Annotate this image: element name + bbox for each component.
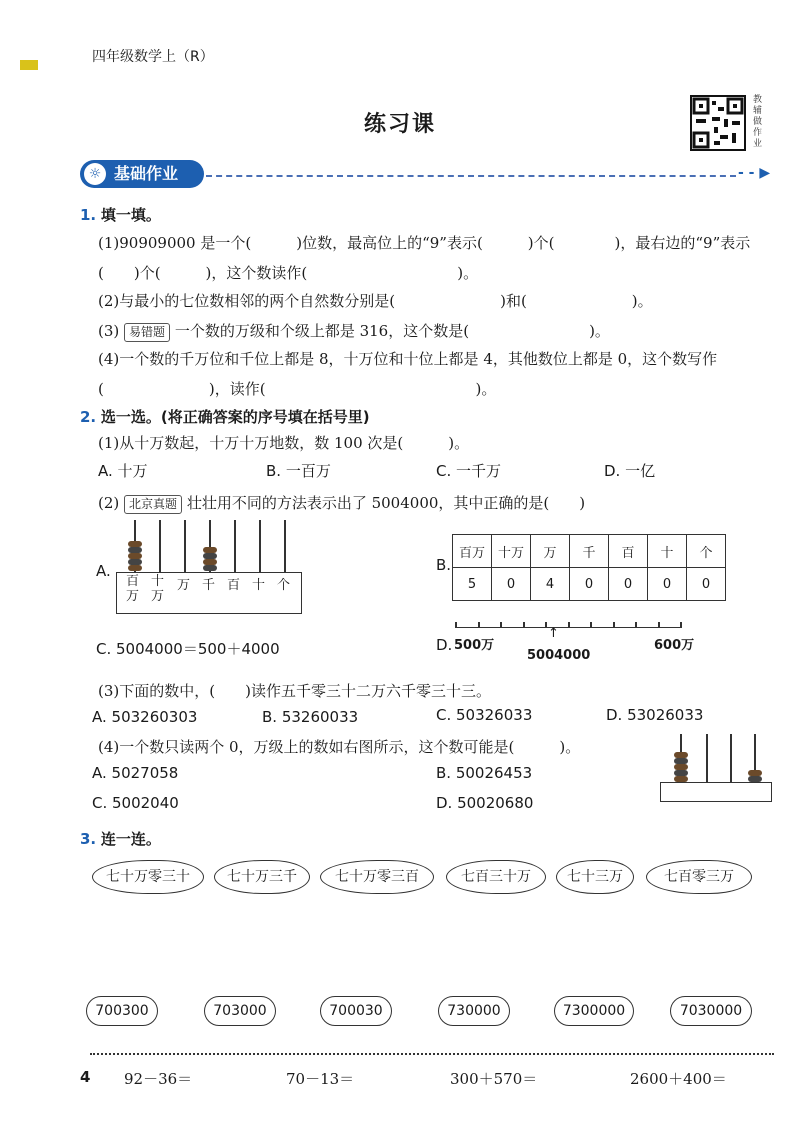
q2-s4-opt-c: C. 5002040 — [92, 794, 179, 812]
question-2-heading: 2. 选一选。(将正确答案的序号填在括号里) — [80, 408, 370, 426]
abacus-d-rods — [660, 734, 770, 782]
table-header-row: 百万 十万 万 千 百 十 个 — [453, 535, 726, 568]
option-b-label: B. — [436, 556, 452, 574]
q2-s4-opt-b: B. 50026453 — [436, 764, 533, 782]
q2-s4-opt-d: D. 50020680 — [436, 794, 534, 812]
q2-sub-4: (4)一个数只读两个 0，万级上的数如右图所示，这个数可能是( )。 — [98, 738, 581, 756]
footer-expr-4: 2600＋400＝ — [630, 1070, 727, 1088]
rocket-1[interactable]: 七十万零三十 — [92, 860, 204, 894]
option-c: C. 5004000＝500＋4000 — [96, 640, 280, 658]
footer-expr-2: 70－13＝ — [286, 1070, 355, 1088]
abacus-a-rods — [116, 520, 300, 572]
rocket-2[interactable]: 七十万三千 — [214, 860, 310, 894]
q1-line-6: ( )，读作( )。 — [98, 380, 497, 398]
q2-s4-opt-a: A. 5027058 — [92, 764, 179, 782]
abacus-d — [660, 782, 772, 802]
footer-expr-1: 92－36＝ — [124, 1070, 193, 1088]
arrow-right-icon: - - ▶ — [738, 165, 771, 181]
number-line-mark: 5004000 — [527, 648, 591, 663]
table-row: 5 0 4 0 0 0 0 — [453, 568, 726, 601]
q2-s1-opt-c: C. 一千万 — [436, 462, 502, 480]
q1-line-5: (4)一个数的千万位和千位上都是 8，十万位和十位上都是 4，其他数位上都是 0，这个数写作 — [98, 350, 718, 368]
q2-s3-opt-a: A. 503260303 — [92, 708, 198, 726]
book-title: 四年级数学上（R） — [92, 49, 214, 65]
cloud-6[interactable]: 7030000 — [670, 996, 752, 1026]
lightbulb-icon: ☼ — [84, 163, 106, 185]
cloud-4[interactable]: 730000 — [438, 996, 510, 1026]
page-title: 练习课 — [363, 112, 436, 137]
footer-expr-3: 300＋570＝ — [450, 1070, 538, 1088]
page-number: 4 — [80, 1068, 91, 1086]
rocket-4[interactable]: 七百三十万 — [446, 860, 546, 894]
question-3-heading: 3. 连一连。 — [80, 830, 161, 848]
q1-line-1: (1)90909000 是一个( )位数，最高位上的“9”表示( )个( )，最右边的“9”表示 — [98, 234, 751, 252]
number-line-end: 600万 — [654, 638, 695, 653]
option-a-label: A. — [96, 562, 111, 580]
q1-line-4: (3) 易错题 一个数的万级和个级上都是 316，这个数是( )。 — [98, 322, 610, 340]
q2-s1-opt-b: B. 一百万 — [266, 462, 331, 480]
beijing-exam-tag: 北京真题 — [124, 495, 182, 514]
number-line-start: 500万 — [454, 638, 495, 653]
rocket-3[interactable]: 七十万零三百 — [320, 860, 434, 894]
question-1-heading: 1. 填一填。 — [80, 206, 161, 224]
q2-sub-3: (3)下面的数中，( )读作五千零三十二万六千零三十三。 — [98, 682, 491, 700]
option-d-label: D. — [436, 636, 453, 654]
qr-code-icon[interactable] — [690, 95, 746, 151]
arrow-up-icon: ↑ — [548, 626, 559, 641]
cloud-5[interactable]: 7300000 — [554, 996, 634, 1026]
place-value-table — [452, 534, 726, 601]
error-prone-tag: 易错题 — [124, 323, 170, 342]
footer-divider — [90, 1053, 774, 1055]
cloud-1[interactable]: 700300 — [86, 996, 158, 1026]
qr-caption: 教辅做作业 — [753, 95, 763, 149]
cloud-3[interactable]: 700030 — [320, 996, 392, 1026]
q2-sub-1: (1)从十万数起，十万十万地数，数 100 次是( )。 — [98, 434, 470, 452]
q1-line-3: (2)与最小的七位数相邻的两个自然数分别是( )和( )。 — [98, 292, 653, 310]
q2-sub-2: (2) 北京真题 壮壮用不同的方法表示出了 5004000，其中正确的是( ) — [98, 494, 586, 512]
q2-s3-opt-b: B. 53260033 — [262, 708, 359, 726]
q1-line-2: ( )个( )，这个数读作( )。 — [98, 264, 479, 282]
section-divider — [206, 175, 736, 177]
q2-s1-opt-a: A. 十万 — [98, 462, 148, 480]
q2-s3-opt-c: C. 50326033 — [436, 706, 533, 724]
q2-s3-opt-d: D. 53026033 — [606, 706, 704, 724]
section-banner: 基础作业 — [80, 160, 204, 188]
cloud-2[interactable]: 703000 — [204, 996, 276, 1026]
corner-mark — [20, 60, 38, 70]
rocket-5[interactable]: 七十三万 — [556, 860, 634, 894]
q2-s1-opt-d: D. 一亿 — [604, 462, 656, 480]
rocket-6[interactable]: 七百零三万 — [646, 860, 752, 894]
